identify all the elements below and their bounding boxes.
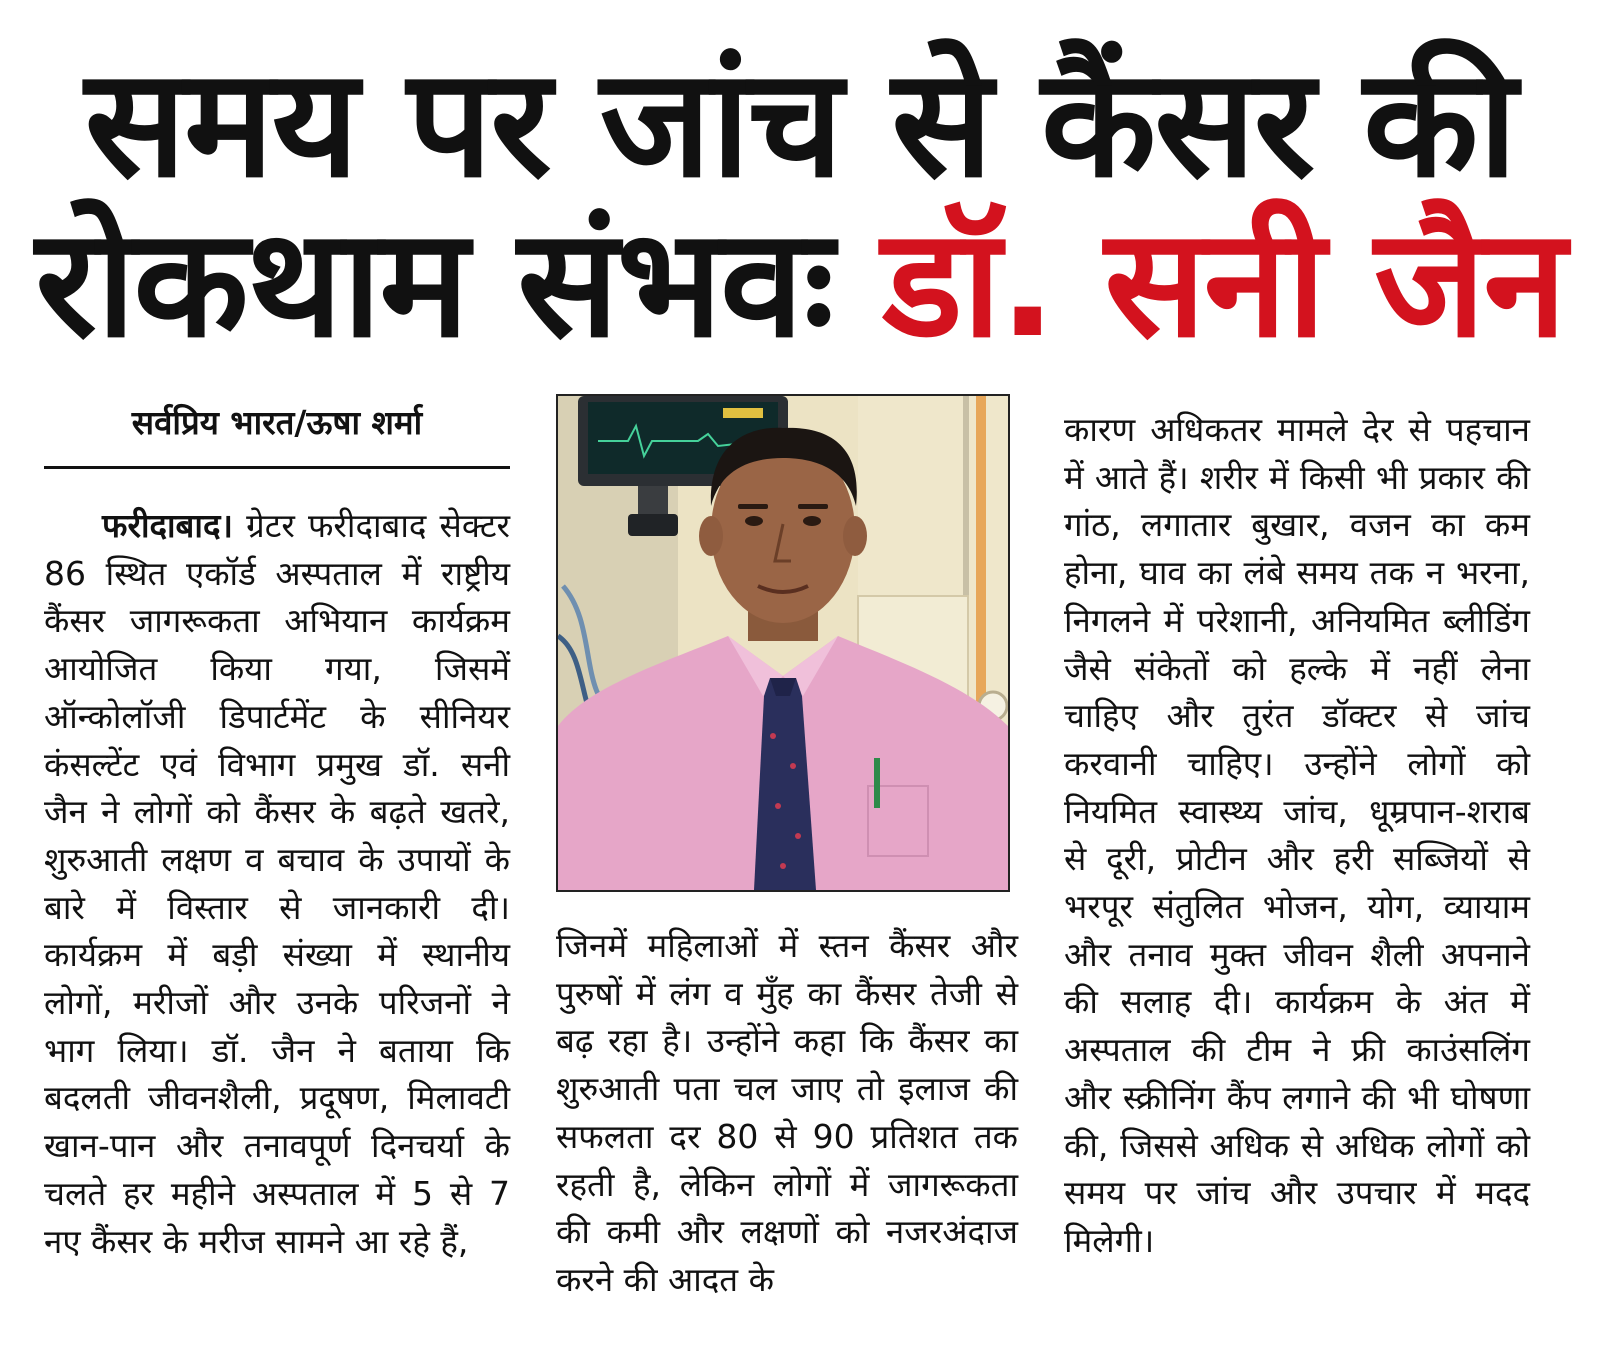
byline-divider [44,466,510,469]
column-3-text: कारण अधिकतर मामले देर से पहचान में आते हैं। शरीर में किसी भी प्रकार की गांठ, लगातार बुखार, वजन का कम होना, घाव का लंबे समय तक न भरना, निगलने में परेशानी, अनियमित ब्लीडिंग जैसे संकेतों को हल्के में नहीं लेना चाहिए और तुरंत डॉक्टर से जांच करवानी चाहिए। उन्होंने लोगों को नियमित स्वास्थ्य जांच, धूम्रपान-शराब से दूरी, प्रोटीन और हरी सब्जियों से भरपूर संतुलित भोजन, योग, व्यायाम और तनाव मुक्त जीवन शैली अपनाने की सलाह दी। कार्यक्रम के अंत में अस्पताल की टीम ने फ्री काउंसलिंग और स्क्रीनिंग कैंप लगाने की भी घोषणा की, जिससे अधिक से अधिक लोगों को समय पर जांच और उपचार में मदद मिलेगी। [1064,410,1530,1260]
article-column-3 [1064,406,1530,1265]
dateline: फरीदाबाद। [102,506,233,545]
headline-doctor-name: डॉ. सनी जैन [882,197,1565,371]
article-column-1 [44,502,510,1265]
doctor-photo [556,394,1010,892]
column-2-text: जिनमें महिलाओं में स्तन कैंसर और पुरुषों में लंग व मुँह का कैंसर तेजी से बढ़ रहा है। उन्होंने कहा कि कैंसर का शुरुआती पता चल जाए तो इलाज की सफलता दर 80 से 90 प्रतिशत तक रहती है, लेकिन लोगों में जागरूकता की कमी और लक्षणों को नजरअंदाज करने की आदत के [556,926,1018,1299]
article-column-2 [556,922,1018,1304]
headline-line-2 [20,197,1580,371]
headline-line-1: समय पर जांच से कैंसर की [84,37,1516,211]
headline-line-2-text: रोकथाम संभवः [35,197,883,371]
article-paragraph-1 [44,502,510,1265]
column-1-text: ग्रेटर फरीदाबाद सेक्टर 86 स्थित एकॉर्ड अस्पताल में राष्ट्रीय कैंसर जागरूकता अभियान कार्यक्रम आयोजित किया गया, जिसमें ऑन्कोलॉजी डिपार्टमेंट के सीनियर कंसल्टेंट एवं विभाग प्रमुख डॉ. सनी जैन ने लोगों को कैंसर के बढ़ते खतरे, शुरुआती लक्षण व बचाव के उपायों के बारे में विस्तार से जानकारी दी। कार्यक्रम में बड़ी संख्या में स्थानीय लोगों, मरीजों और उनके परिजनों ने भाग लिया। डॉ. जैन ने बताया कि बदलती जीवनशैली, प्रदूषण, मिलावटी खान-पान और तनावपूर्ण दिनचर्या के चलते हर महीने अस्पताल में 5 से 7 नए कैंसर के मरीज सामने आ रहे हैं, [44,506,510,1261]
byline: सर्वप्रिय भारत/ऊषा शर्मा [131,403,423,442]
